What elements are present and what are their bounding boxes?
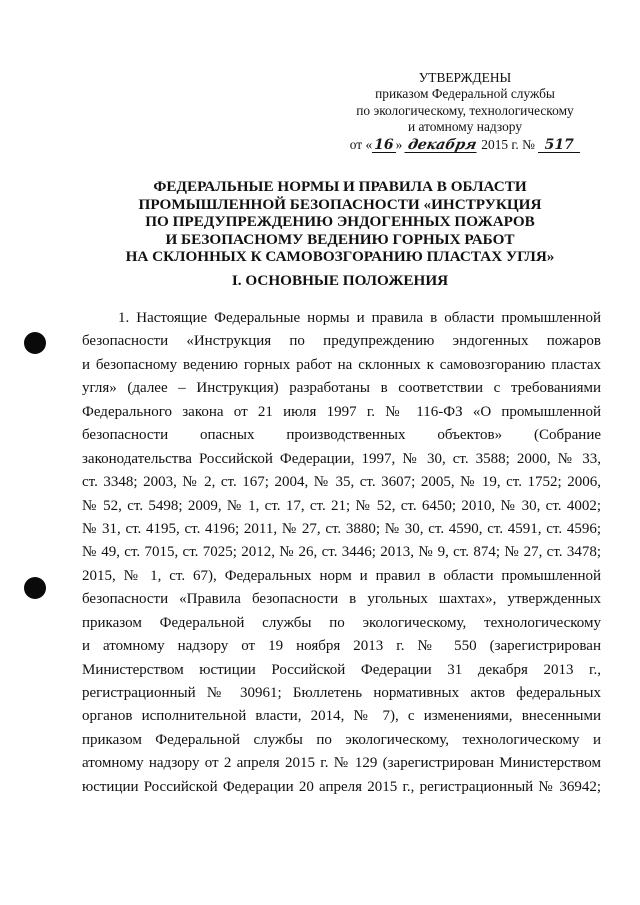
body-line: безопасности «Инструкция по предупреждению эндогенных пожаров	[82, 333, 601, 350]
body-line: приказом Федеральной службы по экологическому, технологическому	[82, 614, 601, 631]
handwritten-month: декабря	[406, 136, 478, 153]
punch-hole-top	[24, 332, 46, 354]
date-year: 2015 г. №	[481, 136, 535, 152]
body-line: Министерством юстиции Российской Федерации 31 декабря 2013 г.,	[82, 661, 601, 678]
approval-line: по экологическому, технологическому	[356, 102, 574, 118]
body-line: приказом Федеральной службы по экологическому, технологическому и	[82, 731, 601, 748]
body-line: атомному надзору от 2 апреля 2015 г. № 129 (зарегистрирован Министерством	[82, 755, 601, 772]
body-line: безопасности «Правила безопасности в угольных шахтах», утвержденных	[82, 591, 601, 608]
document-title	[90, 178, 590, 266]
body-text	[82, 307, 601, 799]
body-line: 2015, № 1, ст. 67), Федеральных норм и правил в области промышленной	[82, 567, 601, 584]
body-line: Федерального закона от 21 июля 1997 г. № 116-ФЗ «О промышленной	[82, 403, 601, 420]
approval-line: приказом Федеральной службы	[375, 86, 555, 102]
body-line: № 31, ст. 4195, ст. 4196; 2011, № 27, ст. 3880; № 30, ст. 4590, ст. 4591, ст. 4596;	[82, 520, 601, 537]
body-line: № 52, ст. 5498; 2009, № 1, ст. 17, ст. 21; № 52, ст. 6450; 2010, № 30, ст. 4002;	[82, 497, 601, 514]
approval-date-line	[340, 137, 590, 153]
body-line: ст. 3348; 2003, № 2, ст. 167; 2004, № 35, ст. 3607; 2005, № 19, ст. 1752; 2006,	[82, 474, 601, 491]
approval-line: УТВЕРЖДЕНЫ	[418, 70, 512, 85]
date-mid: »	[395, 136, 403, 152]
body-line: юстиции Российской Федерации 20 апреля 2015 г., регистрационный № 36942;	[82, 778, 601, 795]
date-prefix: от «	[349, 136, 373, 152]
section-heading: I. ОСНОВНЫЕ ПОЛОЖЕНИЯ	[231, 272, 449, 289]
body-line: угля» (далее – Инструкция) разработаны в соответствии с требованиями	[82, 380, 601, 397]
body-line: 1. Настоящие Федеральные нормы и правила в области промышленной	[118, 310, 601, 326]
body-line: № 49, ст. 7015, ст. 7025; 2012, № 26, ст. 3446; 2013, № 9, ст. 874; № 27, ст. 3478;	[82, 544, 601, 561]
title-line: ФЕДЕРАЛЬНЫЕ НОРМЫ И ПРАВИЛА В ОБЛАСТИ	[153, 178, 527, 195]
title-line: И БЕЗОПАСНОМУ ВЕДЕНИЮ ГОРНЫХ РАБОТ	[165, 230, 515, 248]
approval-block	[340, 70, 590, 153]
body-line: регистрационный № 30961; Бюллетень нормативных актов федеральных	[82, 685, 601, 701]
body-line: безопасности опасных производственных объектов» (Собрание	[82, 427, 601, 444]
title-line: НА СКЛОННЫХ К САМОВОЗГОРАНИЮ ПЛАСТАХ УГЛЯ»	[125, 248, 555, 266]
handwritten-day: 16	[374, 136, 394, 153]
body-line: законодательства Российской Федерации, 1997, № 30, ст. 3588; 2000, № 33,	[82, 450, 601, 467]
punch-hole-bottom	[24, 577, 46, 599]
body-line: и атомному надзору от 19 ноября 2013 г. № 550 (зарегистрирован	[82, 638, 601, 655]
title-line: ПО ПРЕДУПРЕЖДЕНИЮ ЭНДОГЕННЫХ ПОЖАРОВ	[145, 213, 535, 231]
body-line: и безопасному ведению горных работ на склонных к самовозгоранию пластах	[82, 356, 601, 373]
body-line: органов исполнительной власти, 2014, № 7), с изменениями, внесенными	[82, 708, 601, 725]
approval-line: и атомному надзору	[407, 119, 523, 135]
title-line: ПРОМЫШЛЕННОЙ БЕЗОПАСНОСТИ «ИНСТРУКЦИЯ	[138, 195, 542, 213]
handwritten-order-number: 517	[538, 138, 580, 153]
